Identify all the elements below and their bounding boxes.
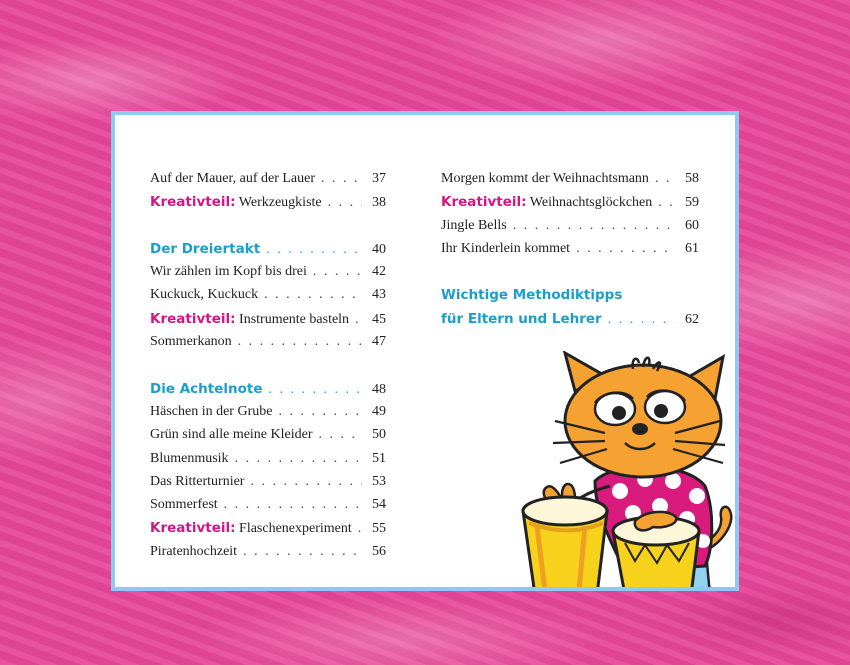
page-number: 43 [372, 287, 386, 303]
page-number: 48 [372, 381, 386, 397]
cat-with-drums-icon [515, 351, 739, 591]
toc-entry[interactable]: Sommerfest . . . 54 [150, 497, 386, 520]
page-number: 47 [372, 334, 386, 350]
kreativteil-label: Kreativteil: [150, 520, 236, 537]
toc-section-heading[interactable]: Die Achtelnote . . . 48 [150, 381, 386, 404]
toc-entry[interactable]: Jingle Bells . . . 60 [441, 218, 699, 241]
toc-entry[interactable]: Ihr Kinderlein kommet . . . 61 [441, 241, 699, 264]
toc-entry[interactable]: Piratenhochzeit . . . 56 [150, 544, 386, 567]
toc-entry[interactable]: Kreativteil: Instrumente basteln . . . 45 [150, 311, 386, 334]
page-number: 37 [372, 171, 386, 186]
toc-right-column [441, 171, 699, 334]
toc-entry[interactable]: Blumenmusik . . . 51 [150, 451, 386, 474]
toc-entry[interactable]: Grün sind alle meine Kleider . . . 50 [150, 427, 386, 450]
page-number: 49 [372, 403, 386, 419]
toc-entry[interactable]: Häschen in der Grube . . . 49 [150, 404, 386, 427]
toc-card [111, 111, 739, 591]
page-number: 60 [685, 217, 699, 233]
kreativteil-label: Kreativteil: [150, 194, 236, 211]
toc-entry[interactable]: Kreativteil: Flaschenexperiment . . . 55 [150, 520, 386, 543]
page-number: 50 [372, 427, 386, 443]
page-number: 38 [372, 195, 386, 211]
kreativteil-label: Kreativteil: [441, 194, 527, 211]
page-number: 53 [372, 473, 386, 489]
toc-entry[interactable]: Morgen kommt der Weihnachtsmann . . . 58 [441, 171, 699, 194]
page-number: 54 [372, 497, 386, 513]
page-number: 51 [372, 450, 386, 466]
page-number: 62 [685, 311, 699, 327]
toc-entry[interactable]: Sommerkanon . . . 47 [150, 334, 386, 357]
page-number: 55 [372, 521, 386, 537]
toc-entry[interactable]: Auf der Mauer, auf der Lauer . . . 37 [150, 171, 386, 194]
toc-entry[interactable]: Kreativteil: Weihnachtsglöckchen . . . 59 [441, 194, 699, 217]
kreativteil-label: Kreativteil: [150, 310, 236, 327]
toc-left-column [150, 171, 386, 567]
toc-entry[interactable]: Wir zählen im Kopf bis drei . . . 42 [150, 264, 386, 287]
toc-entry[interactable]: Das Ritterturnier . . . 53 [150, 474, 386, 497]
toc-entry[interactable]: Kreativteil: Werkzeugkiste . . . 38 [150, 194, 386, 217]
page-number: 58 [685, 171, 699, 186]
page-number: 61 [685, 240, 699, 256]
page-number: 42 [372, 264, 386, 280]
toc-entry[interactable]: Kuckuck, Kuckuck . . . 43 [150, 287, 386, 310]
page-number: 56 [372, 543, 386, 559]
page-number: 40 [372, 241, 386, 257]
page-number: 45 [372, 311, 386, 327]
toc-methodik-heading[interactable]: Wichtige Methodiktipps für Eltern und Lehrer . . . 62 [441, 287, 699, 334]
toc-section-heading[interactable]: Der Dreiertakt . . . 40 [150, 241, 386, 264]
page-number: 59 [685, 195, 699, 211]
